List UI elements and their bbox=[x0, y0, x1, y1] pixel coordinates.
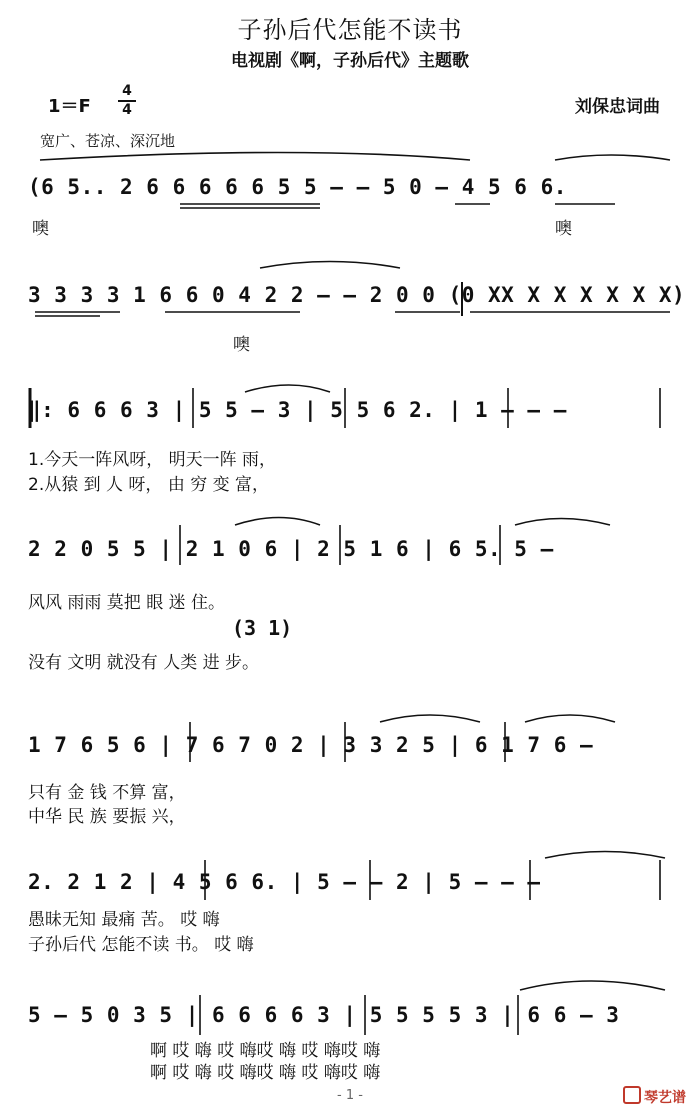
watermark-logo-icon bbox=[623, 1086, 641, 1104]
song-title: 子孙后代怎能不读书 bbox=[237, 16, 463, 44]
lyric-row-4-verse-1: 风风 雨雨 莫把 眼 迷 住。 bbox=[28, 593, 226, 613]
variant-notes: (3 1) bbox=[232, 616, 293, 640]
lyric-row-5-verse-2: 中华 民 族 要振 兴， bbox=[28, 807, 186, 827]
time-signature-bottom: 4 bbox=[122, 102, 132, 118]
composer-credit: 刘保忠词曲 bbox=[575, 97, 660, 117]
slur bbox=[545, 852, 665, 859]
lyric-row-6-verse-1: 愚昧无知 最痛 苦。 哎 嗨 bbox=[28, 910, 220, 930]
slur bbox=[520, 981, 665, 990]
slur bbox=[235, 518, 320, 526]
notation-row-4: 2 2 0 5 5 | 2 1 0 6 | 2 5 1 6 | 6 5. 5 — bbox=[28, 537, 554, 561]
lyric-row-3-verse-1: 1.今天一阵风呀， 明天一阵 雨， bbox=[28, 450, 277, 470]
slur bbox=[260, 262, 400, 269]
song-subtitle: 电视剧《啊，子孙后代》主题歌 bbox=[231, 51, 469, 71]
lyric-row-5-verse-1: 只有 金 钱 不算 富， bbox=[28, 783, 186, 803]
key-signature: 1＝F bbox=[48, 96, 91, 117]
page-number: - 1 - bbox=[337, 1088, 363, 1103]
lyric-row-6-verse-2: 子孙后代 怎能不读 书。 哎 嗨 bbox=[28, 935, 254, 955]
notation-row-5: 1 7 6 5 6 | 7 6 7 0 2 | 3 3 2 5 | 6 1 7 6 — bbox=[28, 733, 594, 757]
tempo-marking: 宽广、苍凉、深沉地 bbox=[40, 132, 176, 150]
lyric-row-1-b: 噢 bbox=[555, 219, 572, 239]
time-signature-top: 4 bbox=[122, 83, 132, 99]
lyric-row-1-a: 噢 bbox=[32, 219, 49, 239]
slur bbox=[245, 385, 330, 392]
slur bbox=[525, 715, 615, 722]
notation-row-2: 3 3 3 3 1 6 6 0 4 2 2 — — 2 0 0 (0 XX X X X X X X) bbox=[28, 283, 686, 307]
slur bbox=[555, 155, 670, 160]
slur bbox=[40, 153, 470, 161]
lyric-row-7-verse-1: 啊 哎 嗨 哎 嗨哎 嗨 哎 嗨哎 嗨 bbox=[150, 1041, 381, 1061]
slur bbox=[515, 519, 610, 526]
notation-row-3: ‖: 6 6 6 3 | 5 5 — 3 | 5 5 6 2. | 1 — — — bbox=[28, 398, 567, 422]
lyric-row-3-verse-2: 2.从猿 到 人 呀， 由 穷 变 富， bbox=[28, 475, 270, 495]
lyric-row-7-verse-2: 啊 哎 嗨 哎 嗨哎 嗨 哎 嗨哎 嗨 bbox=[150, 1063, 381, 1083]
slur bbox=[380, 715, 480, 722]
lyric-row-4-verse-2: 没有 文明 就没有 人类 进 步。 bbox=[28, 653, 260, 673]
notation-row-1: (6 5.. 2 6 6 6 6 6 5 5 — — 5 0 — 4 5 6 6. bbox=[28, 175, 567, 199]
notation-row-7: 5 — 5 0 3 5 | 6 6 6 6 3 | 5 5 5 5 3 | 6 6 — 3 bbox=[28, 1003, 620, 1027]
watermark-text: 琴艺谱 bbox=[644, 1090, 686, 1106]
notation-row-6: 2. 2 1 2 | 4 5 6 6. | 5 — — 2 | 5 — — — bbox=[28, 870, 541, 894]
watermark bbox=[623, 1086, 686, 1107]
lyric-row-2: 噢 bbox=[233, 335, 250, 355]
